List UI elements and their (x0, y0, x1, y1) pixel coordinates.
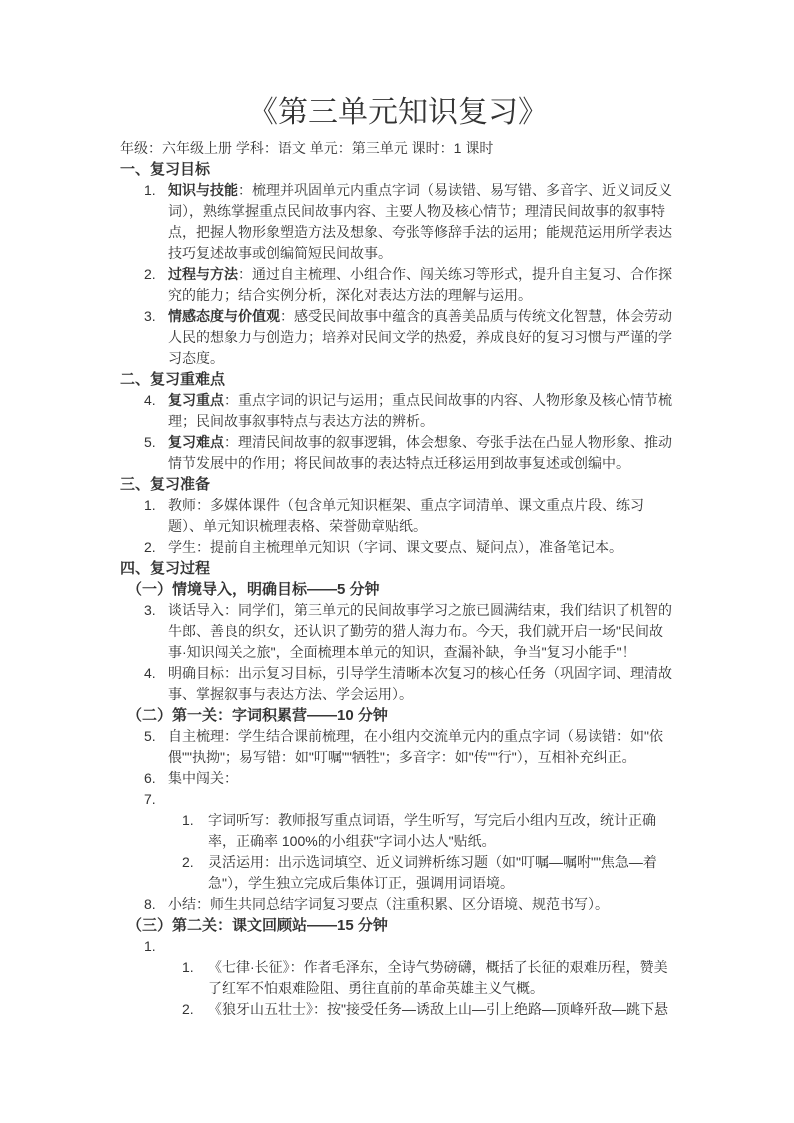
list-item-body: 《狼牙山五壮士》：按"接受任务—诱敌上山—引上绝路—顶峰歼敌—跳下悬 (208, 1001, 668, 1017)
list-item-number: 2. (144, 539, 156, 555)
subsection-heading-intro: （一）情境导入，明确目标——5 分钟 (127, 581, 380, 598)
list-item-text (168, 497, 644, 534)
section-heading-goals: 一、复习目标 (120, 161, 211, 178)
list-item-body: ：梳理并巩固单元内重点字词（易读错、易写错、多音字、近义词反义词），熟练掌握重点民间故事内容、主要人物及核心情节；理清民间故事的叙事特点，把握人物形象塑造方法及想象、夸张等修辞手法的运用；能规范运用所学表达技巧复述故事或创编简短民间故事。 (168, 182, 672, 261)
list-item-body: 集中闯关： (168, 770, 238, 786)
list-item-number: 1. (182, 812, 194, 828)
list-item-number: 4. (144, 665, 156, 681)
list-item-number: 1. (182, 959, 194, 975)
list-item-number: 1. (144, 182, 156, 198)
list-item (120, 390, 676, 432)
list-item-body: 明确目标：出示复习目标，引导学生清晰本次复习的核心任务（巩固字词、理清故事、掌握叙事与表达方法、学会运用）。 (168, 665, 672, 702)
list-item (120, 936, 676, 957)
list-item-number: 1. (144, 497, 156, 513)
list-item-body: 灵活运用：出示选词填空、近义词辨析练习题（如"叮嘱—嘱咐""焦急—着急"），学生独立完成后集体订正，强调用词语境。 (208, 854, 657, 891)
list-item-number: 2. (144, 266, 156, 282)
list-item-text (168, 392, 672, 429)
list-item-body: 《七律·长征》：作者毛泽东，全诗气势磅礴，概括了长征的艰难历程，赞美了红军不怕艰难险阻、勇往直前的革命英雄主义气概。 (208, 959, 668, 996)
list-item-number: 4. (144, 392, 156, 408)
nested-list-item (120, 999, 676, 1020)
list-item-number: 7. (144, 791, 156, 807)
list-item-body: ：通过自主梳理、小组合作、闯关练习等形式，提升自主复习、合作探究的能力；结合实例分析，深化对表达方法的理解与运用。 (168, 266, 672, 303)
list-item-text (168, 665, 672, 702)
list-item-bold-label: 复习重点 (168, 392, 224, 408)
list-item-text (168, 728, 663, 765)
list-item-number: 3. (144, 308, 156, 324)
list-item-number: 2. (182, 1001, 194, 1017)
list-item-text (208, 1001, 668, 1017)
list-item (120, 495, 676, 537)
list-item-bold-label: 情感态度与价值观 (168, 308, 280, 324)
list-item-bold-label: 过程与方法 (168, 266, 238, 282)
list-item (120, 264, 676, 306)
list-item-number: 5. (144, 434, 156, 450)
list-item-text (168, 434, 672, 471)
list-item (120, 726, 676, 768)
list-item-body: 谈话导入：同学们，第三单元的民间故事学习之旅已圆满结束，我们结识了机智的牛郎、善良的织女，还认识了勤劳的猎人海力布。今天，我们就开启一场"民间故事·知识闯关之旅"，全面梳理本单元的知识，查漏补缺，争当"复习小能手"！ (168, 602, 672, 660)
list-item-body: ：感受民间故事中蕴含的真善美品质与传统文化智慧，体会劳动人民的想象力与创造力；培养对民间文学的热爱，养成良好的复习习惯与严谨的学习态度。 (168, 308, 672, 366)
list-item-body: 小结：师生共同总结字词复习要点（注重积累、区分语境、规范书写）。 (168, 896, 609, 912)
list-item (120, 789, 676, 810)
list-item-body: ：理清民间故事的叙事逻辑，体会想象、夸张手法在凸显人物形象、推动情节发展中的作用；将民间故事的表达特点迁移运用到故事复述或创编中。 (168, 434, 672, 471)
list-item-text (168, 896, 609, 912)
list-item-body: 学生：提前自主梳理单元知识（字词、课文要点、疑问点），准备笔记本。 (168, 539, 623, 555)
list-item-text (208, 854, 657, 891)
list-item-body: 自主梳理：学生结合课前梳理，在小组内交流单元内的重点字词（易读错：如"依偎""执拗"；易写错：如"叮嘱""牺牲"；多音字：如"传""行"），互相补充纠正。 (168, 728, 663, 765)
list-item-bold-label: 复习难点 (168, 434, 224, 450)
subsection-heading-words: （二）第一关：字词积累营——10 分钟 (127, 707, 388, 724)
list-item (120, 180, 676, 264)
list-item (120, 432, 676, 474)
nested-list-item (120, 810, 676, 852)
list-item (120, 600, 676, 663)
list-item (120, 537, 676, 558)
list-item-text (168, 308, 672, 366)
list-item-body: 教师：多媒体课件（包含单元知识框架、重点字词清单、课文重点片段、练习题）、单元知识梳理表格、荣誉勋章贴纸。 (168, 497, 644, 534)
section-heading-process: 四、复习过程 (120, 560, 211, 577)
list-item (120, 306, 676, 369)
doc-title: 《第三单元知识复习》 (248, 96, 548, 129)
doc-meta: 年级：六年级上册 学科：语文 单元：第三单元 课时：1 课时 (120, 140, 494, 156)
list-item (120, 768, 676, 789)
list-item-text (168, 266, 672, 303)
list-item-text (168, 539, 623, 555)
list-item (120, 663, 676, 705)
list-item-text (208, 812, 656, 849)
list-item-number: 8. (144, 896, 156, 912)
list-item-body: ：重点字词的识记与运用；重点民间故事的内容、人物形象及核心情节梳理；民间故事叙事特点与表达方法的辨析。 (168, 392, 672, 429)
section-heading-key-points: 二、复习重难点 (120, 371, 226, 388)
list-item-number: 1. (144, 938, 156, 954)
list-item-text (168, 182, 672, 261)
list-item-number: 6. (144, 770, 156, 786)
list-item-number: 3. (144, 602, 156, 618)
list-item-bold-label: 知识与技能 (168, 182, 238, 198)
nested-list-item (120, 957, 676, 999)
list-item-text (208, 959, 668, 996)
section-heading-preparation: 三、复习准备 (120, 476, 211, 493)
list-item-text (168, 602, 672, 660)
list-item-text (168, 770, 238, 786)
nested-list-item (120, 852, 676, 894)
list-item (120, 894, 676, 915)
list-item-number: 2. (182, 854, 194, 870)
list-item-body: 字词听写：教师报写重点词语，学生听写，写完后小组内互改，统计正确率，正确率 100%的小组获"字词小达人"贴纸。 (208, 812, 656, 849)
list-item-number: 5. (144, 728, 156, 744)
subsection-heading-texts: （三）第二关：课文回顾站——15 分钟 (127, 917, 388, 934)
